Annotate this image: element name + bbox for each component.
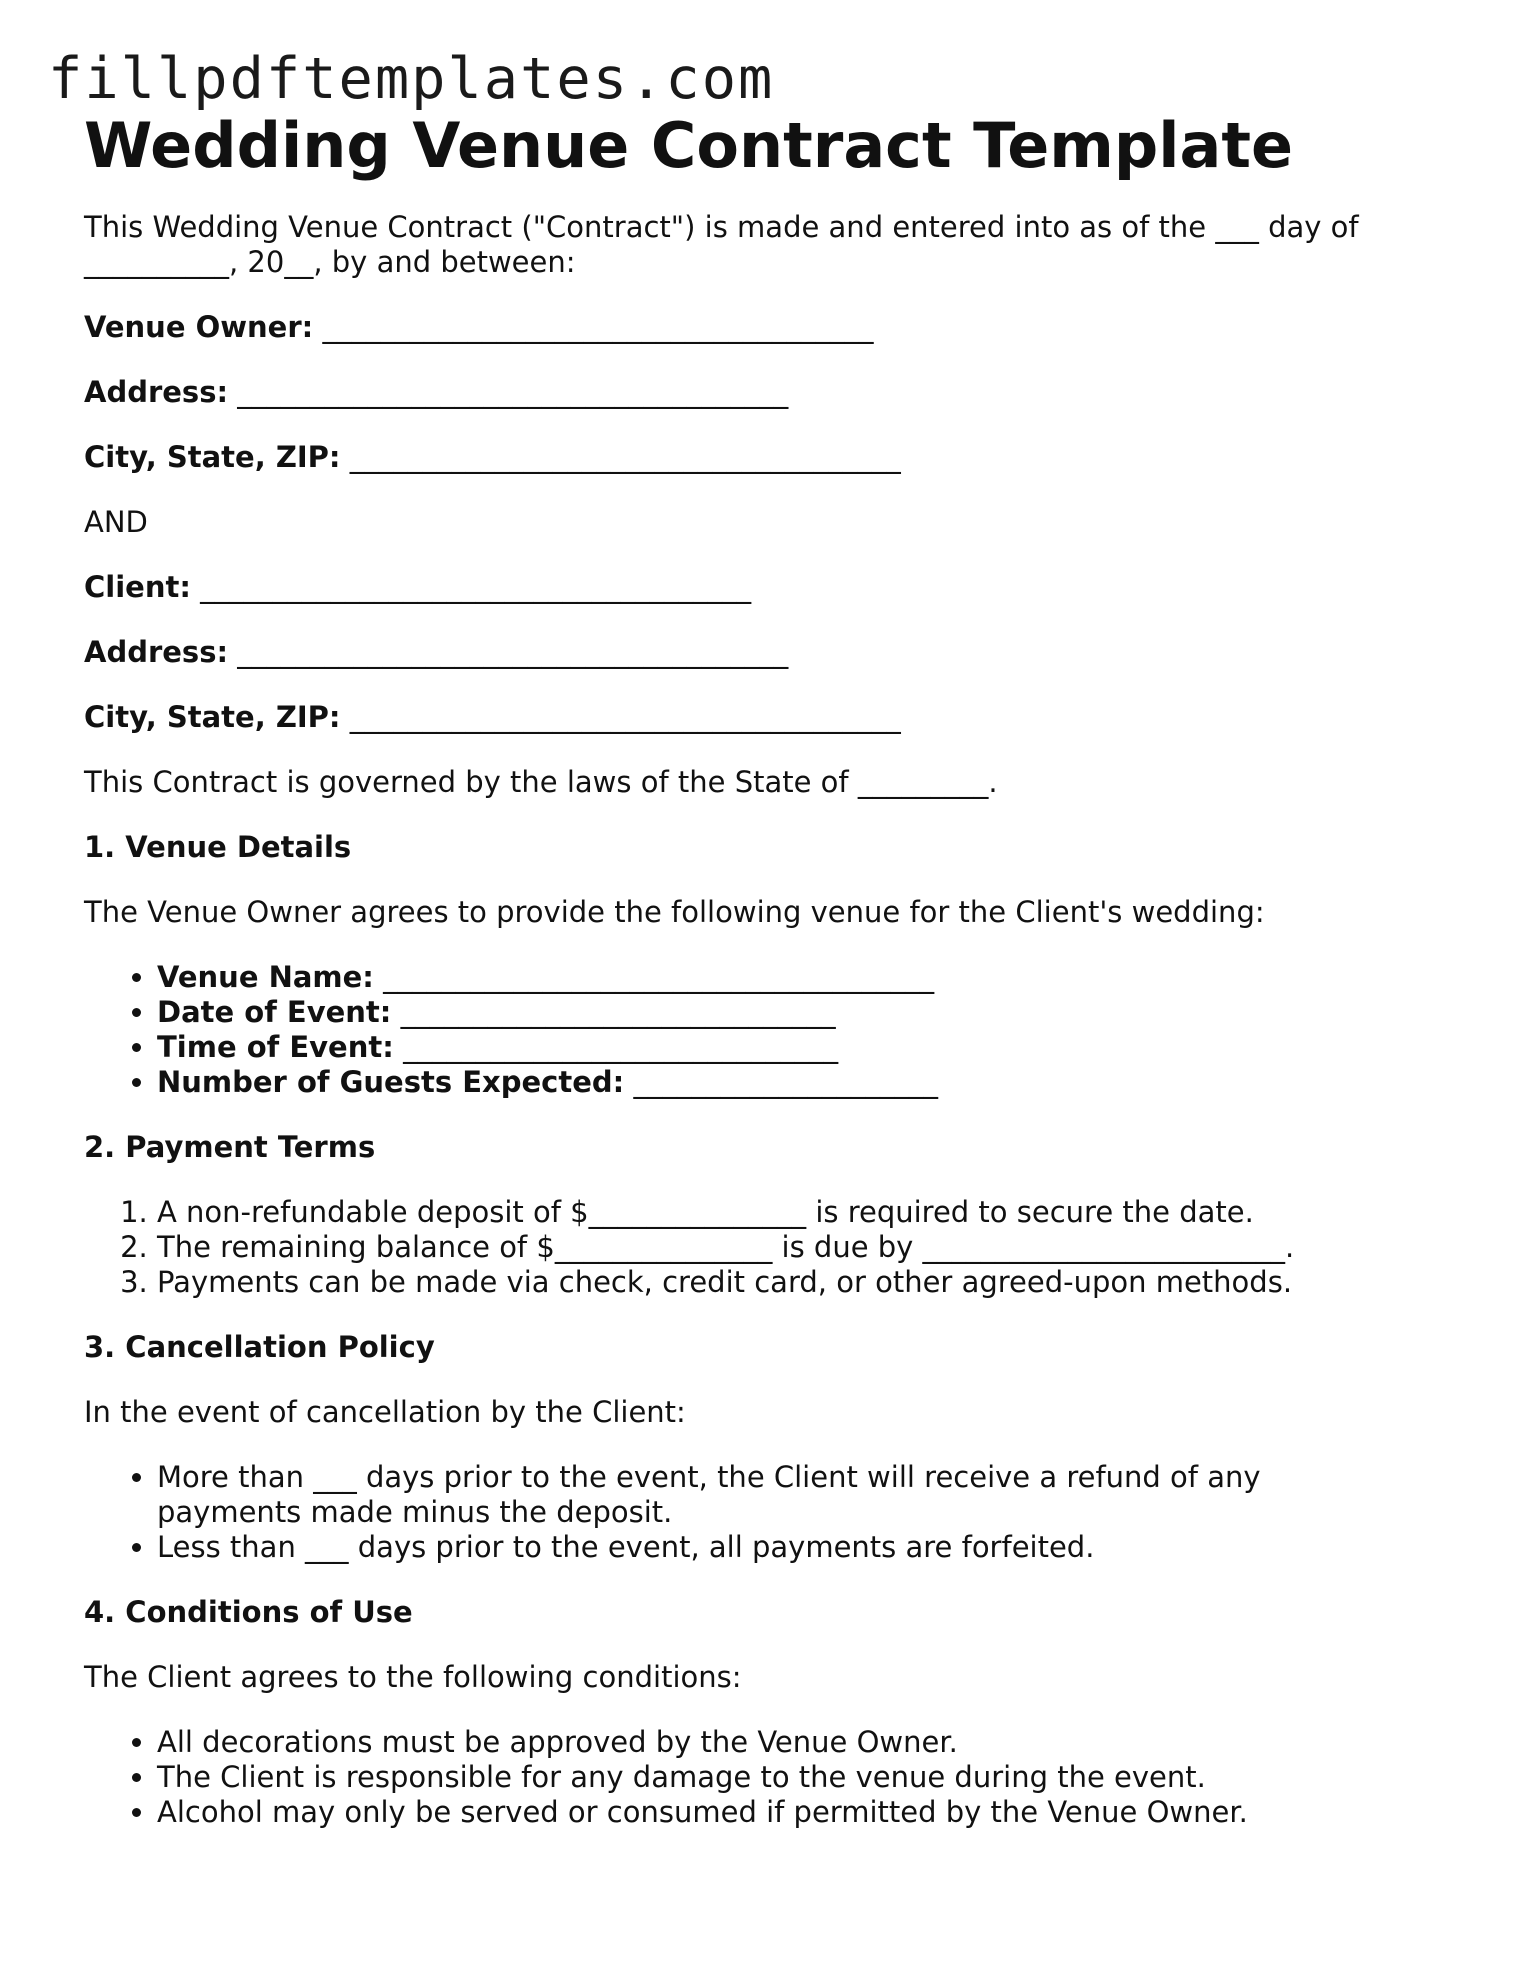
intro-paragraph: This Wedding Venue Contract ("Contract") is made and entered into as of the ___ day of __________, 20__, by and between:	[84, 210, 1359, 279]
client-address-field	[84, 635, 1484, 670]
field-label: Venue Owner:	[84, 310, 314, 344]
blank-line: ______________________________	[403, 1030, 839, 1064]
list-item: • Alcohol may only be served or consumed if permitted by the Venue Owner.	[157, 1795, 1484, 1830]
venue-owner-field	[84, 310, 1484, 345]
cancellation-intro: In the event of cancellation by the Client:	[84, 1395, 686, 1429]
client-field	[84, 570, 1484, 605]
blank-line: _____________________	[633, 1065, 938, 1099]
field-label: Date of Event:	[157, 995, 392, 1029]
list-item: • Less than ___ days prior to the event, all payments are forfeited.	[157, 1530, 1367, 1565]
contract-document	[84, 106, 1484, 1860]
client-city-field	[84, 700, 1484, 735]
blank-line: ______________________________	[400, 995, 836, 1029]
list-item	[157, 1030, 1484, 1065]
venue-owner-address-field	[84, 375, 1484, 410]
blank-line: ______________________________________	[349, 440, 901, 474]
blank-line: ______________________________________	[349, 700, 901, 734]
conditions-list	[84, 1725, 1484, 1830]
list-item: 2. The remaining balance of $_______________ is due by _________________________.	[157, 1230, 1484, 1265]
governing-law: This Contract is governed by the laws of the State of _________.	[84, 765, 998, 799]
list-item: 1. A non-refundable deposit of $_______________ is required to secure the date.	[157, 1195, 1484, 1230]
field-label: City, State, ZIP:	[84, 440, 341, 474]
blank-line: ______________________________________	[383, 960, 935, 994]
field-label: Address:	[84, 375, 229, 409]
list-item: 3. Payments can be made via check, credit card, or other agreed-upon methods.	[157, 1265, 1484, 1300]
venue-details-intro: The Venue Owner agrees to provide the following venue for the Client's wedding:	[84, 895, 1265, 929]
list-item: • All decorations must be approved by the Venue Owner.	[157, 1725, 1484, 1760]
field-label: Time of Event:	[157, 1030, 394, 1064]
list-item: • More than ___ days prior to the event, the Client will receive a refund of any payments made minus the deposit.	[157, 1460, 1367, 1530]
cancellation-list	[84, 1460, 1484, 1565]
venue-details-list	[84, 960, 1484, 1100]
blank-line: ______________________________________	[237, 635, 789, 669]
conditions-intro: The Client agrees to the following conditions:	[84, 1660, 742, 1694]
venue-owner-city-field	[84, 440, 1484, 475]
payment-terms-list	[84, 1195, 1484, 1300]
section-heading-conditions-of-use: 4. Conditions of Use	[84, 1595, 413, 1629]
watermark: fillpdftemplates.com	[48, 46, 775, 112]
field-label: Address:	[84, 635, 229, 669]
and-separator: AND	[84, 505, 148, 539]
list-item	[157, 960, 1484, 995]
section-heading-venue-details: 1. Venue Details	[84, 830, 352, 864]
blank-line: ______________________________________	[322, 310, 874, 344]
field-label: City, State, ZIP:	[84, 700, 341, 734]
list-item	[157, 995, 1484, 1030]
blank-line: ______________________________________	[237, 375, 789, 409]
field-label: Number of Guests Expected:	[157, 1065, 625, 1099]
section-heading-cancellation-policy: 3. Cancellation Policy	[84, 1330, 435, 1364]
page-title: Wedding Venue Contract Template	[84, 109, 1294, 182]
section-heading-payment-terms: 2. Payment Terms	[84, 1130, 376, 1164]
blank-line: ______________________________________	[200, 570, 752, 604]
field-label: Venue Name:	[157, 960, 374, 994]
list-item	[157, 1065, 1484, 1100]
list-item: • The Client is responsible for any damage to the venue during the event.	[157, 1760, 1484, 1795]
field-label: Client:	[84, 570, 191, 604]
